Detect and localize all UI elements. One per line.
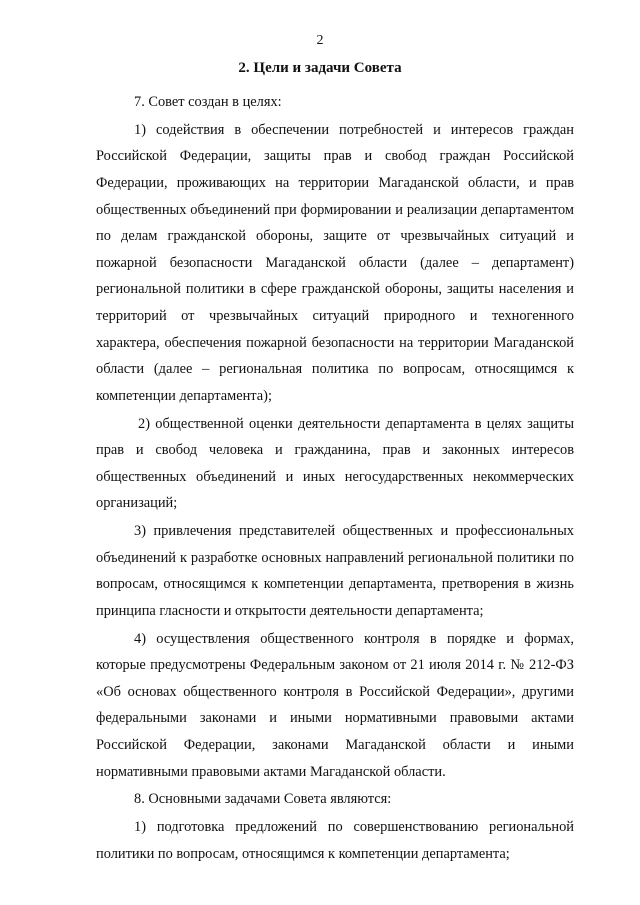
paragraph-7-item-1: 1) содействия в обеспечении потребностей и интересов граждан Российской Федерации, защиты прав и свобод граждан Российской Федерации, проживающих на территории Магаданской области, и прав общественных объединений при формировании и реализации департаментом по делам гражданской обороны, защите от чрезвычайных ситуаций и пожарной безопасности Магаданской области (далее – департамент) региональной политики в сфере гражданской обороны, защиты населения и территорий от чрезвычайных ситуаций природного и техногенного характера, обеспечения пожарной безопасности на территории Магаданской области (далее – региональная политика по вопросам, относящимся к компетенции департамента); <box>96 121 574 404</box>
paragraph-7-item-3: 3) привлечения представителей общественных и профессиональных объединений к разработке основных направлений региональной политики по вопросам, относящимся к компетенции департамента, претворения в жизнь принципа гласности и открытости деятельности департамента; <box>96 523 574 619</box>
paragraph-7-item-4: 4) осуществления общественного контроля в порядке и формах, которые предусмотрены Федеральным законом от 21 июля 2014 г. № 212-ФЗ «Об основах общественного контроля в Российской Федерации», другими федеральными законами и иными нормативными правовыми актами Российской Федерации, законами Магаданской области и иными нормативными правовыми актами Магаданской области. <box>96 630 574 780</box>
paragraph-7-item-2: 2) общественной оценки деятельности департамента в целях защиты прав и свобод человека и гражданина, прав и законных интересов общественных объединений и иных негосударственных некоммерческих организаций; <box>96 415 574 512</box>
page-number: 2 <box>316 33 324 48</box>
paragraph-8-item-1: 1) подготовка предложений по совершенствованию региональной политики по вопросам, относящимся к компетенции департамента; <box>96 819 574 862</box>
paragraph-7-intro: 7. Совет создан в целях: <box>134 94 282 110</box>
paragraph-8-intro: 8. Основными задачами Совета являются: <box>134 791 392 808</box>
section-title: 2. Цели и задачи Совета <box>238 60 402 76</box>
document-body <box>96 89 574 869</box>
